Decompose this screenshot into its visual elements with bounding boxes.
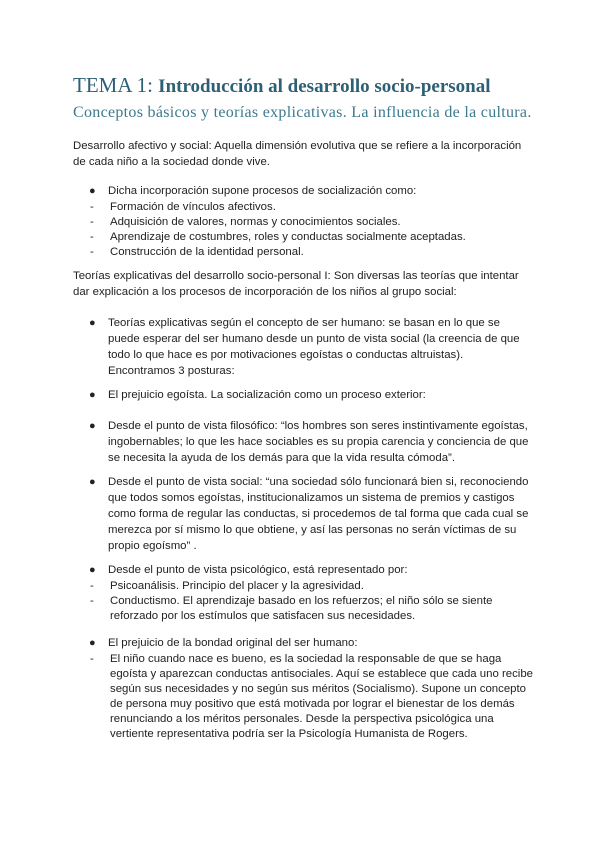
sub-list-item bbox=[73, 652, 533, 742]
dash-icon: - bbox=[90, 580, 94, 592]
bullet-block bbox=[73, 387, 533, 403]
sub-list-item bbox=[73, 200, 533, 215]
sub-list-item bbox=[73, 215, 533, 230]
bullet-icon: ● bbox=[89, 476, 96, 488]
bullet-icon: ● bbox=[89, 420, 96, 432]
sub-list-item-text: Conductismo. El aprendizaje basado en los refuerzos; el niño sólo se siente reforzado por los estímulos que satisfacen sus necesidades. bbox=[110, 595, 493, 622]
list-item-text: Desde el punto de vista psicológico, está representado por: bbox=[108, 564, 408, 576]
title-tema: TEMA 1: bbox=[73, 73, 153, 97]
list-item bbox=[73, 183, 533, 199]
sub-list-item bbox=[73, 230, 533, 245]
bullet-icon: ● bbox=[89, 564, 96, 576]
list-item-text: Teorías explicativas según el concepto de ser humano: se basan en lo que se puede esperar del ser humano desde un punto de vista social (la creencia de que todo lo que hace es por motivaciones egoístas o conductas altruistas). Encontramos 3 posturas: bbox=[108, 317, 520, 377]
sub-list-item-text: Aprendizaje de costumbres, roles y conductas socialmente aceptadas. bbox=[110, 231, 466, 243]
intro-paragraph: Desarrollo afectivo y social: Aquella dimensión evolutiva que se refiere a la incorporación de cada niño a la sociedad donde vive. bbox=[73, 140, 522, 168]
dash-icon: - bbox=[90, 201, 94, 213]
sub-list-item-text: Psicoanálisis. Principio del placer y la agresividad. bbox=[110, 580, 364, 592]
sub-list-item bbox=[73, 579, 533, 594]
bullet-icon: ● bbox=[89, 637, 96, 649]
list-item bbox=[73, 474, 533, 554]
page-subtitle: Conceptos básicos y teorías explicativas. La influencia de la cultura. bbox=[73, 104, 532, 121]
title-text: Introducción al desarrollo socio-personal bbox=[158, 76, 491, 97]
dash-icon: - bbox=[90, 216, 94, 228]
bullet-block bbox=[73, 474, 533, 554]
goodness-section bbox=[73, 635, 533, 742]
socialization-section bbox=[73, 183, 533, 260]
sub-list-item-text: Adquisición de valores, normas y conocimientos sociales. bbox=[110, 216, 401, 228]
list-item bbox=[73, 562, 533, 578]
list-item bbox=[73, 315, 533, 379]
theories-paragraph: Teorías explicativas del desarrollo socio-personal I: Son diversas las teorías que intentar dar explicación a los procesos de incorporación de los niños al grupo social: bbox=[73, 270, 519, 298]
list-item-text: Dicha incorporación supone procesos de socialización como: bbox=[108, 185, 417, 197]
dash-icon: - bbox=[90, 231, 94, 243]
dash-icon: - bbox=[90, 595, 94, 607]
bullet-icon: ● bbox=[89, 389, 96, 401]
bullet-icon: ● bbox=[89, 317, 96, 329]
sub-list-item bbox=[73, 594, 533, 624]
sub-list-item-text: Formación de vínculos afectivos. bbox=[110, 201, 276, 213]
list-item-text: Desde el punto de vista social: “una sociedad sólo funcionará bien si, reconociendo que todos somos egoístas, institucionalizamos un sistema de premios y castigos como forma de regular las conductas, si procedemos de tal forma que cada cual se merezca por sí mismo lo que obtiene, y así las personas no serán víctimas de su propio egoísmo” . bbox=[108, 476, 529, 552]
list-item bbox=[73, 387, 533, 403]
sub-list-item-text: El niño cuando nace es bueno, es la sociedad la responsable de que se haga egoísta y aparezcan conductas antisociales. Aquí se establece que cada uno recibe según sus necesidades y no según sus méritos (Socialismo). Supone un concepto de persona muy positivo que está motivada por lograr el bienestar de los demás renunciando a los méritos personales. Desde la perspectiva psicológica una vertiente representativa podría ser la Psicología Humanista de Rogers. bbox=[110, 653, 533, 740]
sub-list-item bbox=[73, 245, 533, 260]
dash-icon: - bbox=[90, 246, 94, 258]
dash-icon: - bbox=[90, 653, 94, 665]
sub-list-item-text: Construcción de la identidad personal. bbox=[110, 246, 304, 258]
bullet-block bbox=[73, 315, 533, 379]
bullet-block bbox=[73, 418, 533, 466]
page-title bbox=[73, 72, 533, 100]
psychology-section bbox=[73, 562, 533, 624]
list-item-text: Desde el punto de vista filosófico: “los hombres son seres instintivamente egoístas, ingobernables; lo que les hace sociables es su propia carencia y conciencia de que se necesita la ayuda de los demás para que la vida resulta cómoda”. bbox=[108, 420, 529, 464]
bullet-icon: ● bbox=[89, 185, 96, 197]
list-item bbox=[73, 635, 533, 651]
list-item-text: El prejuicio egoísta. La socialización como un proceso exterior: bbox=[108, 389, 426, 401]
list-item bbox=[73, 418, 533, 466]
document-page bbox=[73, 72, 533, 740]
list-item-text: El prejuicio de la bondad original del ser humano: bbox=[108, 637, 358, 649]
